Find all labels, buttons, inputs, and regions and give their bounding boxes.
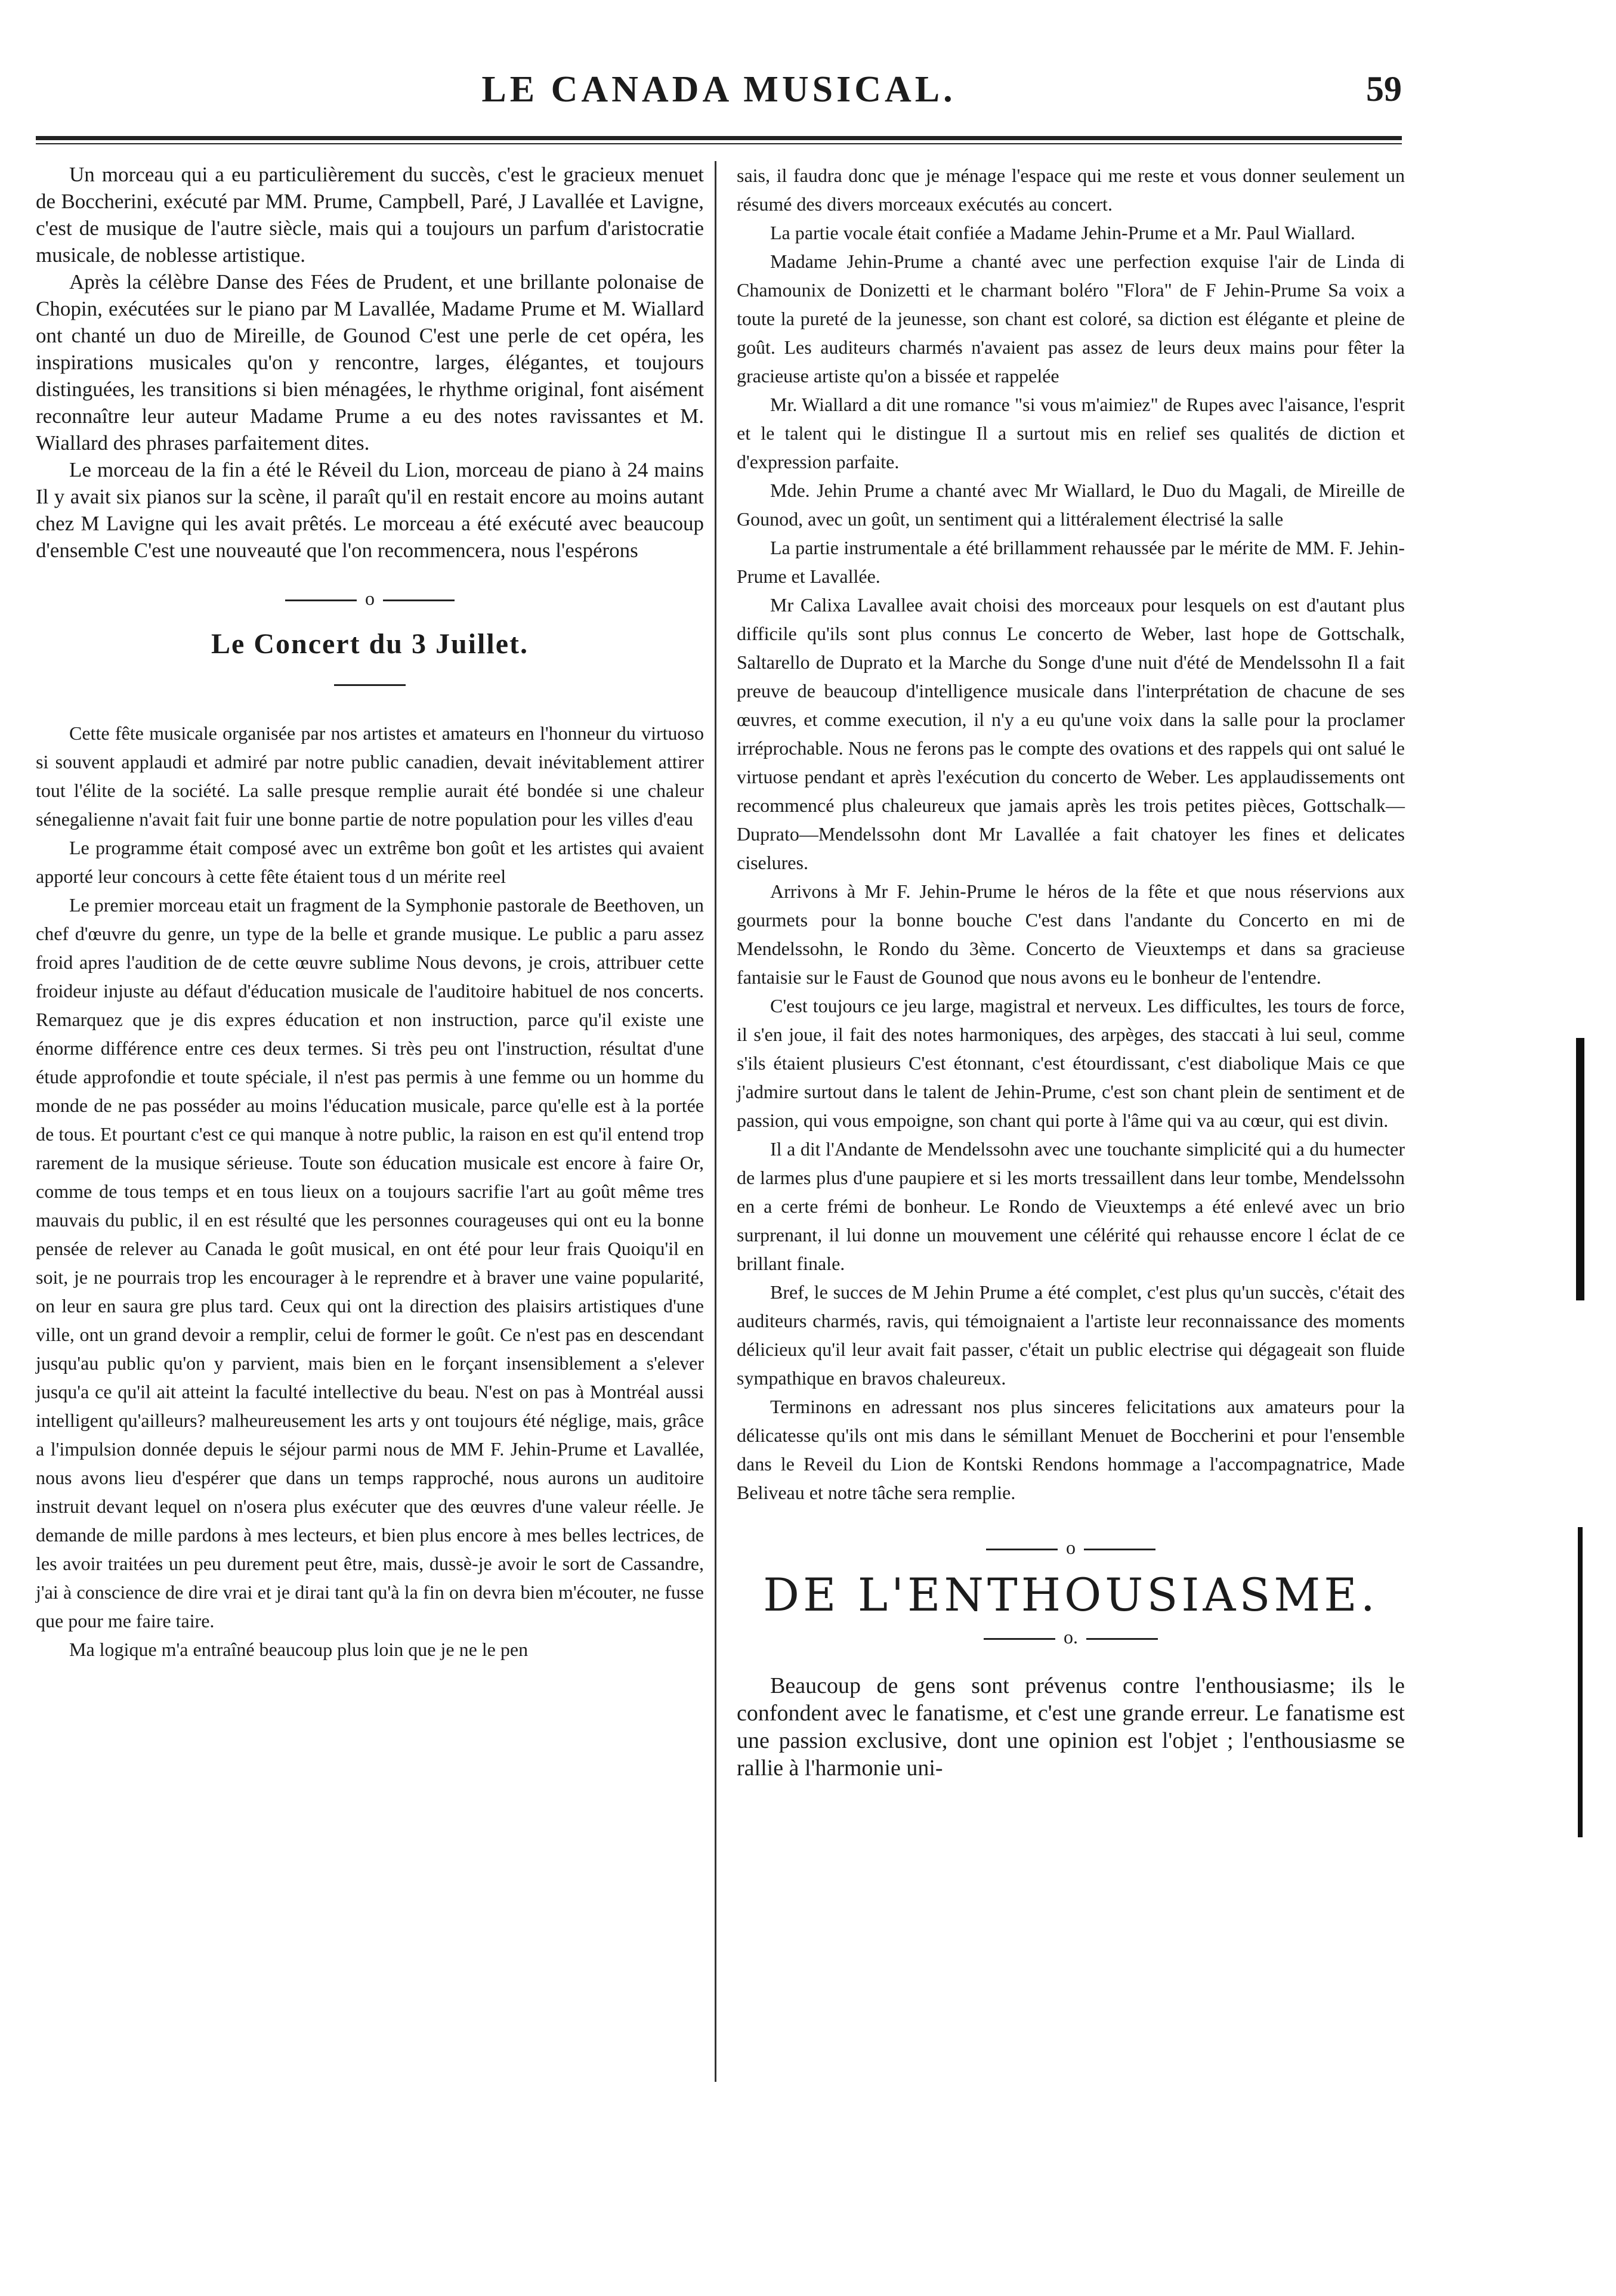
scan-edge-marks [1563, 0, 1599, 2296]
right-paragraph-12: Terminons en adressant nos plus sinceres felicitations aux amateurs pour la délicatesse qu'ils ont mis dans le sémillant Menuet de Boccherini et pour l'ensemble dans le Reveil du Lion de Kontski Rendons hommage a l'accompagnatrice, Made Beliveau et notre tâche sera remplie. [737, 1396, 1405, 1503]
left-paragraph-3: Le morceau de la fin a été le Réveil du Lion, morceau de piano à 24 mains Il y avait six pianos sur la scène, il paraît qu'il en restait encore au moins autant chez M Lavigne qui les avait prêtés. Le morceau a été exécuté avec beaucoup d'ensemble C'est une nouveauté que l'on recommencera, nous l'espérons [36, 458, 704, 562]
right-paragraph-7: Mr Calixa Lavallee avait choisi des morceaux pour lesquels on est d'autant plus difficile qu'ils sont plus connus Le concerto de Weber, last hope de Gottschalk, Saltarello de Duprato et la Marche du Songe d'une nuit d'été de Mendelssohn Il a fait preuve de beaucoup d'intelligence musicale dans l'interprétation de chacune de ses œuvres, et comme execution, il n'y a eu qu'une voix dans la salle pour la proclamer irréprochable. Nous ne ferons pas le compte des ovations et des rappels qui ont salué le virtuose pendant et après l'exécution du concerto de Weber. Les applaudissements ont recommencé plus chaleureux que jamais après les trois petites pièces, Gottschalk—Duprato—Mendelssohn dont Mr Lavallée a fait chatoyer les fines et delicates ciselures. [737, 594, 1405, 873]
left-paragraph-7: Ma logique m'a entraîné beaucoup plus loin que je ne le pen [69, 1639, 529, 1660]
journal-title: LE CANADA MUSICAL. [481, 69, 956, 110]
right-paragraph-9: C'est toujours ce jeu large, magistral et nerveux. Les difficultes, les tours de force, il s'en joue, il fait des notes harmoniques, des arpèges, des staccati à lui seul, comme s'ils étaient plusieurs C'est étonnant, c'est étourdissant, c'est diabolique Mais ce que j'admire surtout dans le talent de Jehin-Prume, c'est son chant plein de sentiment et de passion, qui vous empoigne, son chant qui porte à l'âme qui va au cœur, qui est divin. [737, 995, 1405, 1131]
separator-ornament-2 [737, 1537, 1405, 1559]
right-paragraph-2: La partie vocale était confiée a Madame Jehin-Prume et a Mr. Paul Wiallard. [770, 222, 1355, 243]
heading-underline [334, 684, 406, 686]
left-paragraph-4: Cette fête musicale organisée par nos artistes et amateurs en l'honneur du virtuoso si souvent applaudi et admiré par notre public canadien, devait inévitablement attirer tout l'élite de la société. La salle presque remplie aurait été bondée si une chaleur sénegalienne n'avait fait fuir une bonne partie de notre population pour les villes d'eau [36, 722, 704, 830]
right-paragraph-4: Mr. Wiallard a dit une romance "si vous m'aimiez" de Rupes avec l'aisance, l'esprit et le talent qui le distingue Il a surtout mis en relief ses qualités de diction et d'expression parfaite. [737, 394, 1405, 472]
scan-mark-bar-2 [1578, 1527, 1583, 1837]
scan-mark-bar [1576, 1038, 1584, 1300]
right-paragraph-6: La partie instrumentale a été brillamment rehaussée par le mérite de MM. F. Jehin-Prume et Lavallée. [737, 537, 1405, 587]
separator-label-3: o. [1064, 1626, 1078, 1648]
page-number: 59 [1366, 69, 1402, 109]
header-rule-thin [36, 143, 1402, 144]
left-column [36, 161, 704, 1664]
section-heading: DE L'ENTHOUSIASME. [763, 1568, 1379, 1621]
right-column [737, 161, 1405, 1782]
right-paragraph-13: Beaucoup de gens sont prévenus contre l'enthousiasme; ils le confondent avec le fanatisme, et c'est une grande erreur. Le fanatisme est une passion exclusive, dont une opinion est l'objet ; l'enthousiasme se rallie à l'harmonie uni- [737, 1673, 1405, 1781]
left-paragraph-2: Après la célèbre Danse des Fées de Prudent, et une brillante polonaise de Chopin, exécutées sur le piano par M Lavallée, Madame Prume et M. Wiallard ont chanté un duo de Mireille, de Gounod C'est une perle de cet opéra, les inspirations musicales qu'on y rencontre, larges, élégantes, et toujours distinguées, les transitions si bien ménagées, le rhythme original, font aisément reconnaître leur auteur Madame Prume a eu des notes ravissantes et M. Wiallard des phrases parfaitement dites. [36, 270, 704, 455]
article-heading: Le Concert du 3 Juillet. [211, 628, 529, 660]
right-paragraph-1: sais, il faudra donc que je ménage l'espace qui me reste et vous donner seulement un résumé des divers morceaux exécutés au concert. [737, 165, 1405, 215]
right-paragraph-5: Mde. Jehin Prume a chanté avec Mr Wiallard, le Duo du Magali, de Mireille de Gounod, avec un goût, un sentiment qui a littéralement électrisé la salle [737, 480, 1405, 530]
left-paragraph-6: Le premier morceau etait un fragment de la Symphonie pastorale de Beethoven, un chef d'œuvre du genre, un type de la belle et grande musique. Le public a paru assez froid apres l'audition de de cette œuvre sublime Nous devons, je crois, attribuer cette froideur injuste au défaut d'éducation musicale de l'auditoire habituel de nos concerts. Remarquez que je dis expres éducation et non instruction, parce qu'il existe une énorme différence entre ces deux termes. Si très peu ont l'instruction, résultat d'une étude approfondie et toute spéciale, il n'est pas permis à une femme ou un homme du monde de ne pas posséder au moins l'éducation musicale, parce qu'elle est à la portée de tous. Et pourtant c'est ce qui manque à notre public, la raison en est qu'il entend trop rarement de la musique sérieuse. Toute son éducation musicale est encore à faire Or, comme de tous temps et en tous lieux on a toujours sacrifie l'art au goût même tres mauvais du public, il en est résulté que les personnes courageuses qui ont eu la bonne pensée de relever au Canada le goût musical, en ont été pour leur frais Quoiqu'il en soit, je ne pourrais trop les encourager à le reprendre et à braver une vaine popularité, on leur en saura gre plus tard. Ceux qui ont la direction des plaisirs artistiques d'une ville, ont un grand devoir a remplir, celui de former le goût. Ce n'est pas en descendant jusqu'au public qu'on y parvient, mais bien en le forçant insensiblement a s'elever jusqu'a ce qu'il ait atteint la faculté intellective du beau. N'est on pas à Montréal aussi intelligent qu'ailleurs? malheureusement les arts y ont toujours été néglige, mais, grâce a l'impulsion donnée depuis le séjour parmi nous de MM F. Jehin-Prume et Lavallée, nous avons lieu d'espérer que dans un temps rapproché, nous aurons un auditoire instruit devant lequel on n'osera plus exécuter que des œuvres d'une valeur réelle. Je demande de mille pardons à mes lecteurs, et bien plus encore à mes belles lectrices, de les avoir traitées un peu durement peut être, mais, dussè-je avoir le sort de Cassandre, j'ai à conscience de dire vrai et je dirai tant qu'à la fin on devra bien m'écouter, ne fusse que pour me faire taire. [36, 894, 704, 1631]
right-paragraph-8: Arrivons à Mr F. Jehin-Prume le héros de la fête et que nous réservions aux gourmets pour la bonne bouche C'est dans l'andante du Concerto en mi de Mendelssohn, le Rondo du 3ème. Concerto de Vieuxtemps et dans sa gracieuse fantaisie sur le Faust de Gounod que nous avons eu le bonheur de l'entendre. [737, 880, 1405, 988]
column-divider [715, 161, 716, 2082]
right-paragraph-10: Il a dit l'Andante de Mendelssohn avec une touchante simplicité qui a du humecter de larmes plus d'une paupiere et si les morts tressaillent dans leur tombe, Mendelssohn en a certe frémi de bonheur. Le Rondo de Vieuxtemps a été enlevé avec un brio surprenant, il lui donne un mouvement une célérité qui rehausse encore l éclat de ce brillant finale. [737, 1138, 1405, 1274]
left-paragraph-5: Le programme était composé avec un extrême bon goût et les artistes qui avaient apporté leur concours à cette fête étaient tous d un mérite reel [36, 837, 704, 887]
left-paragraph-1: Un morceau qui a eu particulièrement du succès, c'est le gracieux menuet de Boccherini, exécuté par MM. Prume, Campbell, Paré, J Lavallée et Lavigne, c'est de musique de l'autre siècle, mais qui a toujours un parfum d'aristocratie musicale, de noblesse artistique. [36, 163, 704, 267]
right-paragraph-3: Madame Jehin-Prume a chanté avec une perfection exquise l'air de Linda di Chamounix de Donizetti et le charmant boléro "Flora" de F Jehin-Prume Sa voix a toute la pureté de la jeunesse, son chant est coloré, sa diction est élégante et pleine de goût. Les auditeurs charmés n'avaient pas assez de leurs deux mains pour fêter la gracieuse artiste qu'on a bissée et rappelée [737, 251, 1405, 387]
separator-label: o [365, 588, 375, 609]
header-rule-thick [36, 136, 1402, 140]
right-paragraph-11: Bref, le succes de M Jehin Prume a été complet, c'est plus qu'un succès, c'était des auditeurs charmés, ravis, qui témoignaient a l'artiste leur reconnaissance des moments délicieux qu'il leur avait fait passer, c'était un public electrise qui dégageait son fluide sympathique en bravos chaleureux. [737, 1281, 1405, 1389]
separator-label-2: o [1066, 1537, 1076, 1558]
separator-ornament [36, 588, 704, 610]
page-header [36, 57, 1402, 122]
separator-ornament-3 [737, 1626, 1405, 1648]
